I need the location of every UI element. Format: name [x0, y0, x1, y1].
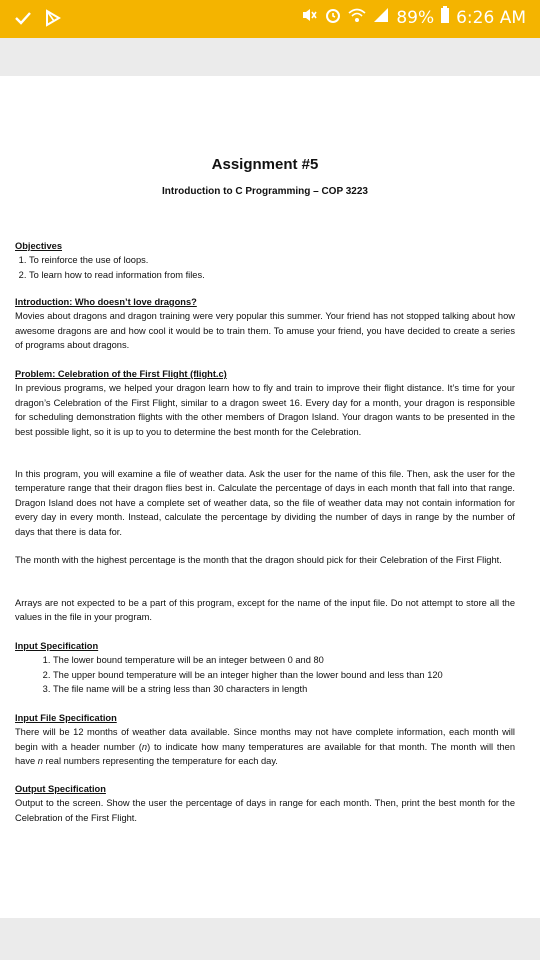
- objectives-section: [15, 239, 515, 282]
- bottom-area: [0, 918, 540, 960]
- problem-heading: Problem: Celebration of the First Flight (flight.c): [15, 369, 227, 379]
- mute-icon: [300, 6, 318, 29]
- input-spec-list: [15, 653, 515, 696]
- problem-paragraph-4-block: [15, 596, 515, 625]
- problem-paragraph-4: Arrays are not expected to be a part of this program, except for the name of the input file. Do not attempt to store all the values in the file in your program.: [15, 598, 515, 623]
- check-icon: [14, 9, 32, 32]
- page-title: Assignment #5: [211, 156, 319, 173]
- battery-icon: [440, 6, 450, 29]
- output-spec-section: [15, 782, 515, 825]
- problem-paragraph-3: The month with the highest percentage is the month that the dragon should pick for their Celebration of the First Flight.: [15, 555, 502, 565]
- variable-n: n: [141, 741, 148, 752]
- list-item: 2. The upper bound temperature will be an integer higher than the lower bound and less than 120: [53, 668, 515, 682]
- list-item: 3. The file name will be a string less than 30 characters in length: [53, 682, 515, 696]
- text-run: There will be 12 months of weather data available. Since months may not have complete information, each month will begin with a header number (: [15, 727, 515, 752]
- objectives-list: [15, 253, 515, 282]
- text-run: ) to indicate how many temperatures are available for that month. The month will then have: [15, 741, 515, 767]
- input-file-spec-text: [15, 725, 515, 768]
- objectives-heading: Objectives: [15, 241, 63, 251]
- list-item: 2. To learn how to read information from files.: [29, 268, 515, 282]
- signal-icon: [372, 6, 390, 29]
- page-subtitle: Introduction to C Programming – COP 3223: [162, 186, 368, 197]
- problem-paragraph-3-block: [15, 553, 515, 567]
- list-item: 1. The lower bound temperature will be an integer between 0 and 80: [53, 653, 515, 667]
- play-store-icon: [44, 9, 62, 32]
- status-bar: [0, 0, 540, 38]
- toolbar-area: [0, 38, 540, 76]
- output-spec-text: Output to the screen. Show the user the percentage of days in range for each month. Then, print the best month for the Celebration of the First Flight.: [15, 798, 515, 823]
- battery-percent: 89%: [396, 7, 435, 28]
- wifi-icon: [348, 6, 366, 29]
- text-run: real numbers representing the temperature for each day.: [42, 756, 278, 767]
- problem-paragraph-2-block: [15, 467, 515, 539]
- intro-text: Movies about dragons and dragon training were very popular this summer. Your friend has not stopped talking about how awesome dragons are and how cool it would be to train them. To amuse your friend, you have decided to create a series of programs about dragons.: [15, 311, 515, 351]
- alarm-icon: [324, 6, 342, 29]
- clock: 6:26 AM: [456, 7, 526, 28]
- intro-section: [15, 295, 515, 353]
- problem-paragraph-1: In previous programs, we helped your dragon learn how to fly and train to improve their flight distance. It’s time for your dragon’s Celebration of the First Flight, similar to a dragon sweet 16. Every day for a month, your dragon is responsible for scheduling demonstration flights with the other members of Dragon Island. Your dragon wants to be presented in the best possible light, so it is up to you to determine the best month for the Celebration.: [15, 383, 515, 437]
- input-file-spec-heading: Input File Specification: [15, 713, 117, 723]
- problem-section: [15, 367, 515, 439]
- input-spec-section: [15, 639, 515, 697]
- list-item: 1. To reinforce the use of loops.: [29, 253, 515, 267]
- problem-paragraph-2: In this program, you will examine a file of weather data. Ask the user for the name of this file. Then, ask the user for the temperature range that their dragon flies best in. Calculate the percentage of days in each month that fall into that range. Dragon Island does not have a complete set of weather data, so the file of weather data may not contain information for every day in every month. Instead, calculate the percentage by dividing the number of days in range by the number of days that there is data for.: [15, 469, 515, 537]
- input-spec-heading: Input Specification: [15, 641, 99, 651]
- output-spec-heading: Output Specification: [15, 784, 106, 794]
- intro-heading: Introduction: Who doesn’t love dragons?: [15, 297, 197, 307]
- input-file-spec-section: [15, 711, 515, 769]
- variable-n: n: [37, 756, 43, 767]
- document-page[interactable]: [0, 76, 540, 918]
